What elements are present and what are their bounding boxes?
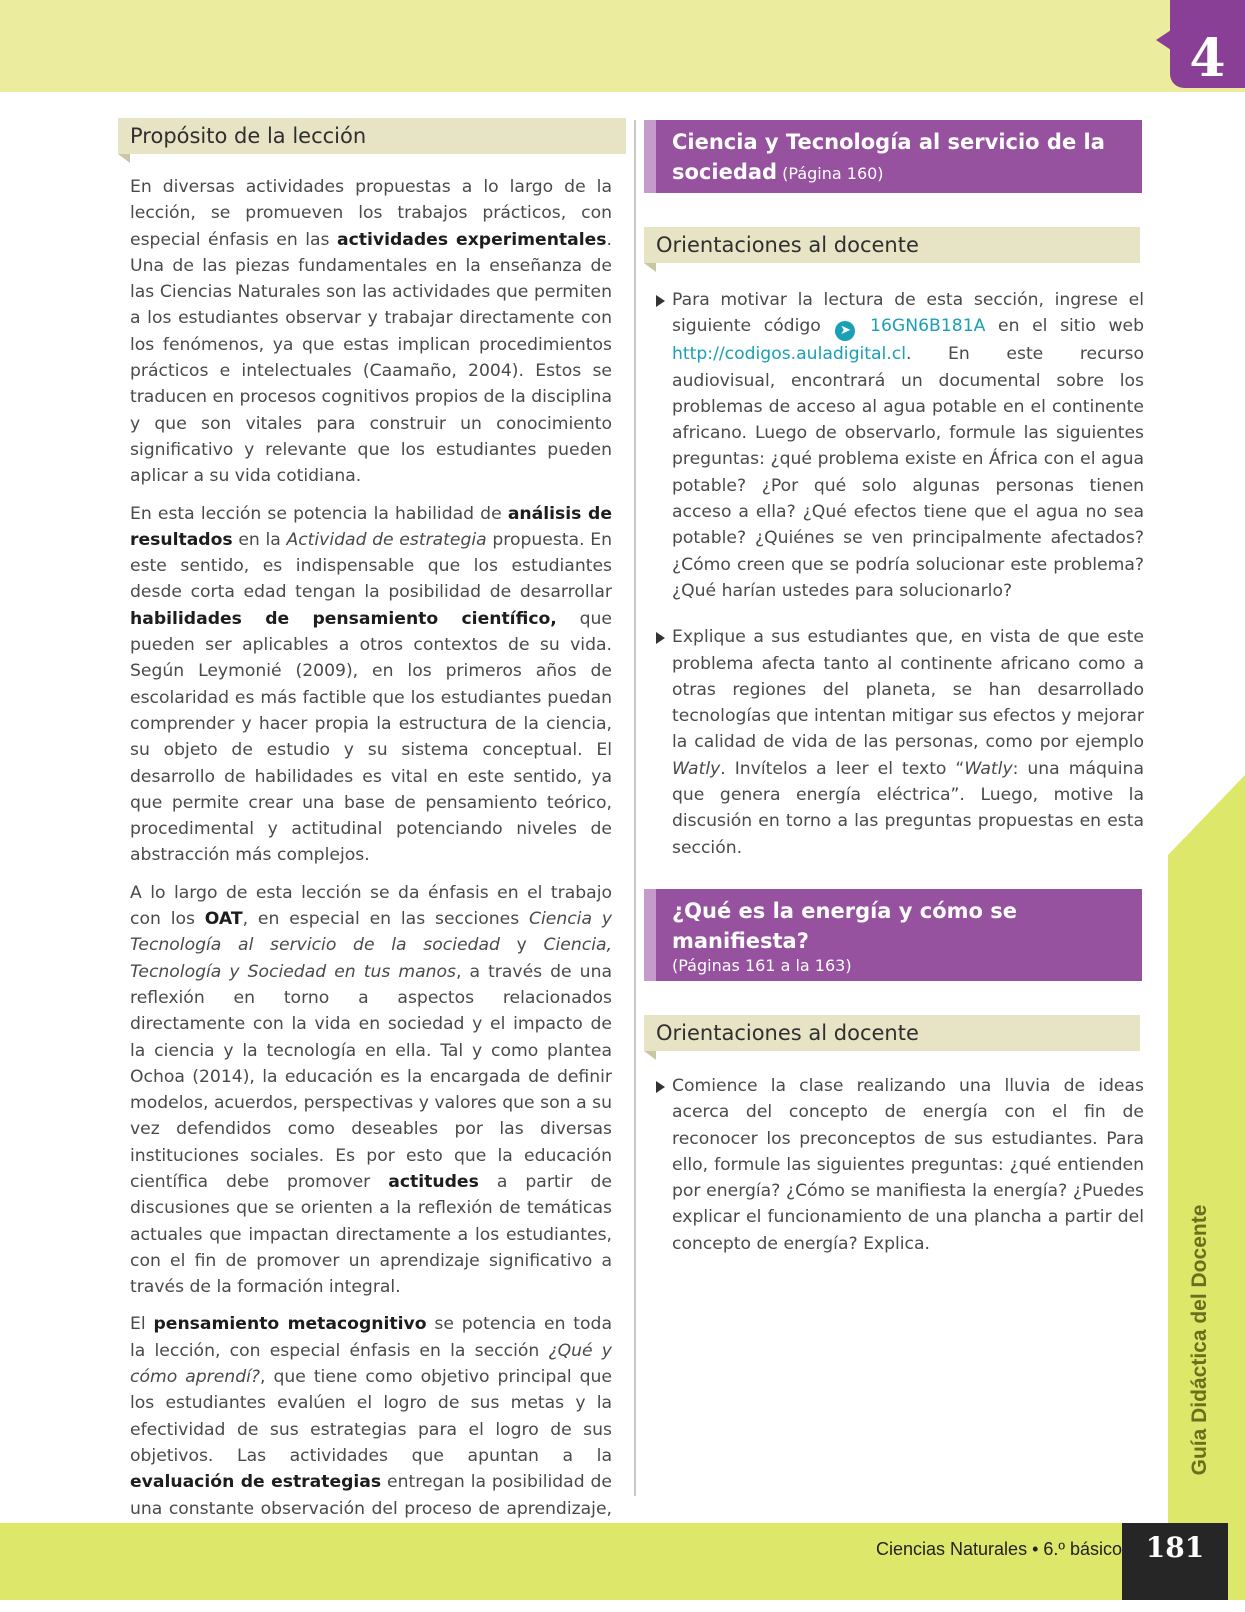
resource-code: 16GN6B181A <box>870 316 986 337</box>
top-band <box>0 0 1245 92</box>
paragraph-4: El pensamiento metacognitivo se potencia en toda la lección, con especial énfasis en la sección ¿Qué y cómo aprendí?, que tiene como objetivo principal que los estudiantes evalúen el logro de sus metas y la efectividad de sus estrategias para el logro de sus objetivos. Las actividades que apuntan a la evaluación de estrategias entregan la posibilidad de una constante observación del proceso de aprendizaje, <box>130 1314 612 1519</box>
orientations-heading-1: Orientaciones al docente <box>644 227 1140 263</box>
banner-title: Ciencia y Tecnología al servicio de la sociedad <box>672 130 1105 184</box>
orientations-list-1 <box>644 287 1144 861</box>
list-item: Comience la clase realizando una lluvia de ideas acerca del concepto de energía con el fin de reconocer los preconceptos de sus estudiantes. Para ello, formule las siguientes preguntas: ¿qué entienden por energía? ¿Cómo se manifiesta la energía? ¿Puedes explicar el funcionamiento de una plancha a partir del concepto de energía? Explica. <box>658 1073 1144 1257</box>
orientations-heading-2: Orientaciones al docente <box>644 1015 1140 1051</box>
right-column <box>644 120 1144 1277</box>
rocket-icon: ➤ <box>835 321 855 341</box>
paragraph-1: En diversas actividades propuestas a lo largo de la lección, se promueven los trabajos prácticos, con especial énfasis en las actividades experimentales. Una de las piezas fundamentales en la enseñanza de las Ciencias Naturales son las actividades que permiten a los estudiantes observar y trabajar directamente con los fenómenos, ya que estas implican procedimientos prácticos e intelectuales (Caamaño, 2004). Estos se traducen en procesos cognitivos propios de la disciplina y que son vitales para construir un conocimiento significativo y relevante que los estudiantes pueden aplicar a su vida cotidiana. <box>130 177 612 487</box>
resource-link[interactable]: http://codigos.auladigital.cl <box>672 344 906 365</box>
column-divider <box>634 120 636 1496</box>
banner-title: ¿Qué es la energía y cómo se manifiesta? <box>672 898 1018 953</box>
purpose-body <box>118 174 614 1601</box>
banner-page-ref: (Página 160) <box>782 164 884 183</box>
chapter-number-tab <box>1170 0 1245 88</box>
left-column <box>118 118 614 1612</box>
chapter-tab-notch <box>1156 30 1171 50</box>
paragraph-3: A lo largo de esta lección se da énfasis en el trabajo con los OAT, en especial en las secciones Ciencia y Tecnología al servicio de la sociedad y Ciencia, Tecnología y Sociedad en tus manos, a través de una reflexión en torno a aspectos relacionados directamente con la vida en sociedad y el impacto de la ciencia y la tecnología en ella. Tal y como plantea Ochoa (2014), la educación es la encargada de definir modelos, acuerdos, perspectivas y valores que son a su vez defendidos como deseables por las diversas instituciones sociales. Es por esto que la educación científica debe promover actitudes a partir de discusiones que se orienten a la reflexión de temáticas actuales que impactan directamente a los estudiantes, con el fin de promover un aprendizaje significativo a través de la formación integral. <box>130 882 613 1298</box>
list-item: Para motivar la lectura de esta sección, ingrese el siguiente código ➤ 16GN6B181A en el sitio web http://codigos.auladigital.cl. En este recurso audiovisual, encontrará un documental sobre los problemas de acceso al agua potable en el continente africano. Luego de observarlo, formule las siguientes preguntas: ¿qué problema existe en África con el agua potable? ¿Por qué solo algunas personas tienen acceso a ella? ¿Qué efectos tiene que el agua no sea potable? ¿Quiénes se ven principalmente afectados? ¿Cómo creen que se podría solucionar este problema? ¿Qué harían ustedes para solucionarlo? <box>658 287 1144 604</box>
footer-course: Ciencias Naturales • 6.º básico <box>876 1539 1122 1559</box>
chapter-number: 4 <box>1189 28 1226 89</box>
page-number: 181 <box>1122 1523 1228 1600</box>
paragraph-2: En esta lección se potencia la habilidad de análisis de resultados en la Actividad de estrategia propuesta. En este sentido, es indispensable que los estudiantes desde corta edad tengan la posibilidad de desarrollar habilidades de pensamiento científico, que pueden ser aplicables a otros contextos de su vida. Según Leymonié (2009), en los primeros años de escolaridad es más factible que los estudiantes puedan comprender y hacer propia la estructura de la ciencia, su objeto de estudio y su sistema conceptual. El desarrollo de habilidades es vital en este sentido, ya que permite crear una base de pensamiento teórico, procedimental y actitudinal potenciando niveles de abstracción más complejos. <box>130 503 612 866</box>
list-item: Explique a sus estudiantes que, en vista de que este problema afecta tanto al continente africano como a otras regiones del planeta, se han desarrollado tecnologías que intentan mitigar sus efectos y mejorar la calidad de vida de las personas, como por ejemplo Watly. Invítelos a leer el texto “Watly: una máquina que genera energía eléctrica”. Luego, motive la discusión en torno a las preguntas propuestas en esta sección. <box>658 624 1144 861</box>
section-banner-ciencia-tecnologia <box>644 120 1142 193</box>
banner-page-ref: (Páginas 161 a la 163) <box>672 955 852 975</box>
orientations-list-2 <box>644 1073 1144 1257</box>
purpose-heading: Propósito de la lección <box>118 118 626 154</box>
section-banner-energia <box>644 889 1142 981</box>
